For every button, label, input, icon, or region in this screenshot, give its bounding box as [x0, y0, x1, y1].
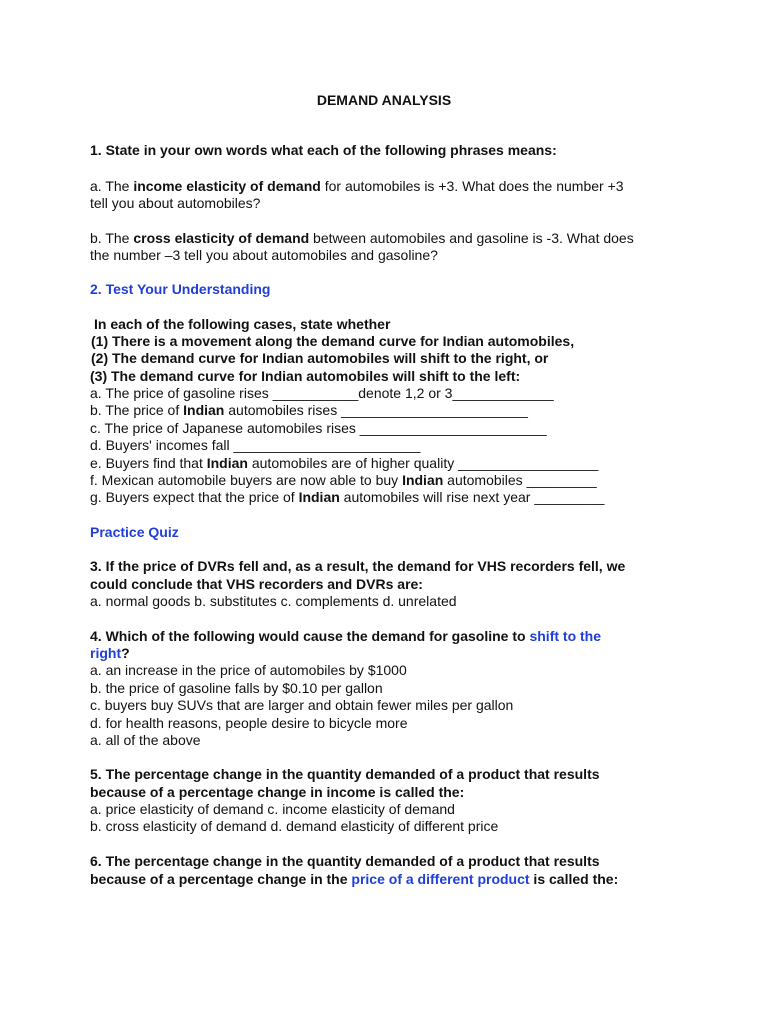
q2-intro-line2: (1) There is a movement along the demand curve for Indian automobiles, — [91, 333, 575, 349]
q2f-bold: Indian — [402, 472, 444, 488]
q2g-bold: Indian — [298, 489, 340, 505]
q2b-bold: Indian — [183, 402, 225, 418]
q2-item-e — [90, 455, 730, 472]
question-1-heading: 1. State in your own words what each of the following phrases means: — [90, 142, 557, 158]
question-5-line2: because of a percentage change in income is called the: — [90, 784, 465, 800]
q2-intro-line3: (2) The demand curve for Indian automobiles will shift to the right, or — [91, 350, 549, 366]
q2e-bold: Indian — [206, 455, 248, 471]
q2f-prefix: f. Mexican automobile buyers are now able to buy — [90, 472, 403, 488]
q1a-term: income elasticity of demand — [133, 178, 321, 194]
q1b-term: cross elasticity of demand — [133, 230, 310, 246]
q4-option-5: a. all of the above — [90, 732, 201, 748]
q4-option-3: c. buyers buy SUVs that are larger and obtain fewer miles per gallon — [90, 697, 514, 713]
question-3-line1: 3. If the price of DVRs fell and, as a result, the demand for VHS recorders fell, we — [90, 558, 626, 574]
q6-suffix: is called the: — [529, 871, 619, 887]
q2-intro-line4: (3) The demand curve for Indian automobiles will shift to the left: — [90, 368, 521, 384]
q2-item-a: a. The price of gasoline rises ___________denote 1,2 or 3_____________ — [90, 385, 554, 401]
q2e-prefix: e. Buyers find that — [90, 455, 207, 471]
question-6-line2 — [90, 871, 730, 888]
question-2-heading: 2. Test Your Understanding — [90, 281, 271, 297]
q6-highlight: price of a different product — [351, 871, 530, 887]
q2-item-g — [90, 489, 730, 506]
q1a-prefix: a. The — [90, 178, 134, 194]
question-6-line1: 6. The percentage change in the quantity demanded of a product that results — [90, 853, 600, 869]
q1b-prefix: b. The — [90, 230, 134, 246]
q4-option-1: a. an increase in the price of automobiles by $1000 — [90, 662, 407, 678]
question-1b-line1 — [90, 230, 730, 247]
q2g-prefix: g. Buyers expect that the price of — [90, 489, 299, 505]
q4-option-4: d. for health reasons, people desire to bicycle more — [90, 715, 408, 731]
q6-prefix: because of a percentage change in the — [90, 871, 352, 887]
q2b-rest: automobiles rises ________________________ — [224, 402, 528, 418]
question-1a-line2: tell you about automobiles? — [90, 195, 261, 211]
q1a-rest: for automobiles is +3. What does the number +3 — [320, 178, 624, 194]
page-title: DEMAND ANALYSIS — [316, 92, 452, 108]
q1b-rest: between automobiles and gasoline is -3. What does — [309, 230, 634, 246]
q5-option-2: b. cross elasticity of demand d. demand elasticity of different price — [90, 818, 499, 834]
question-1b-line2: the number –3 tell you about automobiles and gasoline? — [90, 247, 438, 263]
q2-item-d: d. Buyers' incomes fall ________________________ — [90, 437, 421, 453]
question-4-line2 — [90, 645, 730, 662]
q4-suffix: ? — [121, 645, 130, 661]
q2-item-b — [90, 402, 730, 419]
question-3-options: a. normal goods b. substitutes c. complements d. unrelated — [90, 593, 457, 609]
q5-option-1: a. price elasticity of demand c. income elasticity of demand — [90, 801, 455, 817]
q4-prefix: 4. Which of the following would cause the demand for gasoline to — [90, 628, 530, 644]
question-5-line1: 5. The percentage change in the quantity demanded of a product that results — [90, 766, 600, 782]
q2-item-f — [90, 472, 730, 489]
question-4-line1 — [90, 628, 730, 645]
question-3-line2: could conclude that VHS recorders and DVRs are: — [90, 576, 423, 592]
q2g-rest: automobiles will rise next year _________ — [339, 489, 605, 505]
q4-highlight-2: right — [90, 645, 122, 661]
q2f-rest: automobiles _________ — [443, 472, 597, 488]
question-1a-line1 — [90, 178, 730, 195]
q2e-rest: automobiles are of higher quality __________________ — [247, 455, 599, 471]
q2b-prefix: b. The price of — [90, 402, 184, 418]
q4-option-2: b. the price of gasoline falls by $0.10 per gallon — [90, 680, 383, 696]
q4-highlight-1: shift to the — [529, 628, 602, 644]
q2-intro-line1: In each of the following cases, state whether — [94, 316, 391, 332]
practice-quiz-heading: Practice Quiz — [90, 524, 179, 540]
q2-item-c: c. The price of Japanese automobiles rises ________________________ — [90, 420, 547, 436]
